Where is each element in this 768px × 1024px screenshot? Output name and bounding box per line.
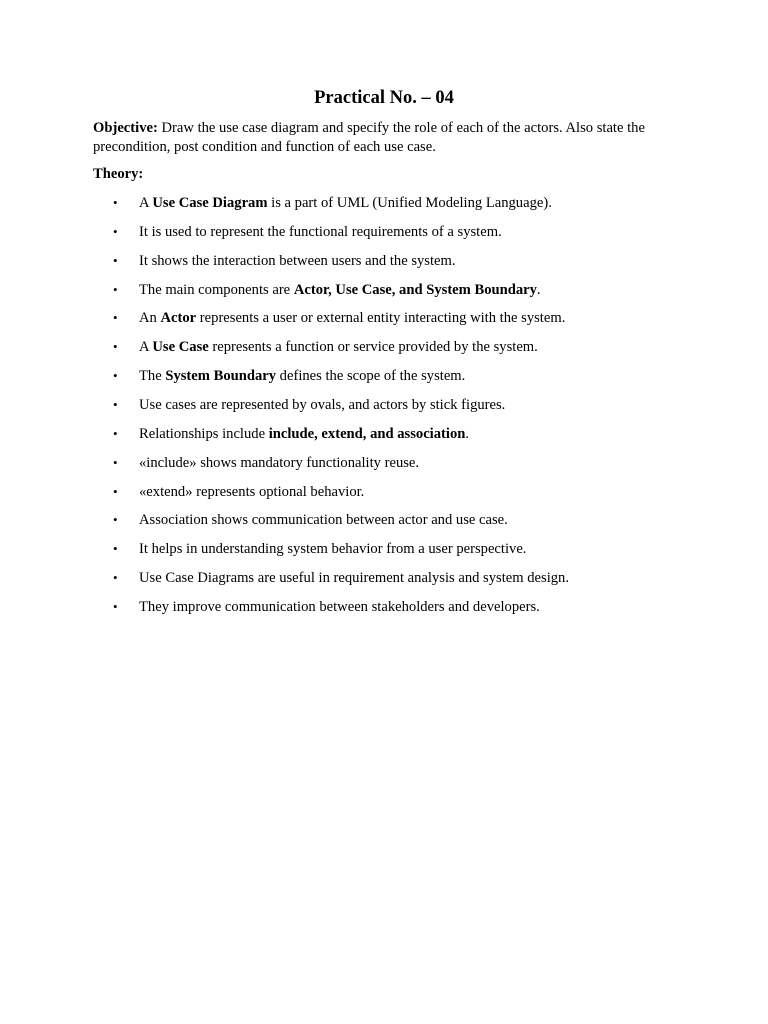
bullet-plain-text: Use Case Diagrams are useful in requirement analysis and system design. <box>139 570 569 586</box>
bullet-dot-icon: • <box>113 425 118 441</box>
bullet-text <box>139 308 565 328</box>
bullet-plain-text: They improve communication between stakeholders and developers. <box>139 598 540 615</box>
bullet-plain-text: «extend» represents optional behavior. <box>139 483 365 500</box>
bullet-bold-text: Actor, Use Case, and System Boundary <box>293 281 537 298</box>
bullet-plain-text: A <box>139 195 153 211</box>
objective-paragraph <box>93 119 673 156</box>
bullet-dot-icon: • <box>113 252 118 268</box>
bullet-dot-icon: • <box>113 195 118 210</box>
bullet-plain-text: is a part of UML (Unified Modeling Language). <box>267 195 552 211</box>
bullet-text <box>139 251 456 271</box>
bullet-text <box>139 366 465 386</box>
bullet-plain-text: defines the scope of the system. <box>276 368 466 385</box>
bullet-text <box>139 568 569 588</box>
bullet-dot-icon: • <box>113 570 118 585</box>
bullet-text <box>139 424 469 444</box>
bullet-plain-text: A <box>139 339 153 356</box>
bullet-plain-text: It shows the interaction between users and the system. <box>139 252 456 269</box>
objective-label: Objective: <box>93 120 158 136</box>
bullet-text <box>139 482 364 502</box>
bullet-dot-icon: • <box>113 454 118 470</box>
bullet-plain-text: Association shows communication between actor and use case. <box>139 512 508 529</box>
bullet-plain-text: . <box>465 425 470 442</box>
bullet-bold-text: Use Case <box>152 339 209 356</box>
bullet-dot-icon: • <box>113 397 118 412</box>
bullet-text <box>139 539 526 559</box>
bullet-text <box>139 453 419 473</box>
bullet-dot-icon: • <box>113 339 118 355</box>
bullet-text <box>139 597 540 617</box>
bullet-dot-icon: • <box>113 483 118 499</box>
bullet-dot-icon: • <box>113 281 118 297</box>
bullet-plain-text: An <box>139 310 161 327</box>
theory-heading: Theory: <box>93 166 144 182</box>
bullet-dot-icon: • <box>113 541 118 557</box>
bullet-bold-text: Actor <box>160 310 197 327</box>
bullet-bold-text: System Boundary <box>165 368 277 385</box>
bullet-text <box>139 510 508 530</box>
objective-text: Draw the use case diagram and specify the role of each of the actors. Also state the precondition, post condition and function of each use case. <box>93 120 645 155</box>
bullet-bold-text: include, extend, and association <box>268 425 466 442</box>
bullet-plain-text: . <box>536 281 541 298</box>
bullet-dot-icon: • <box>113 512 118 528</box>
bullet-plain-text: The <box>139 368 166 385</box>
bullet-dot-icon: • <box>113 310 118 326</box>
bullet-plain-text: Use cases are represented by ovals, and actors by stick figures. <box>139 397 506 413</box>
bullet-plain-text: «include» shows mandatory functionality reuse. <box>139 454 420 471</box>
bullet-plain-text: represents a user or external entity interacting with the system. <box>196 310 566 327</box>
bullet-plain-text: It helps in understanding system behavior from a user perspective. <box>139 541 527 558</box>
bullet-plain-text: Relationships include <box>139 425 269 442</box>
bullet-dot-icon: • <box>113 223 118 239</box>
bullet-plain-text: The main components are <box>139 281 294 298</box>
bullet-text <box>139 193 552 213</box>
bullet-dot-icon: • <box>113 598 118 614</box>
bullet-plain-text: It is used to represent the functional requirements of a system. <box>139 223 502 240</box>
page-title: Practical No. – 04 <box>314 88 454 108</box>
bullet-text <box>139 395 505 415</box>
bullet-text <box>139 280 541 300</box>
bullet-bold-text: Use Case Diagram <box>152 195 268 211</box>
bullet-plain-text: represents a function or service provided by the system. <box>208 339 538 356</box>
bullet-text <box>139 337 538 357</box>
bullet-dot-icon: • <box>113 368 118 384</box>
bullet-text <box>139 222 502 242</box>
